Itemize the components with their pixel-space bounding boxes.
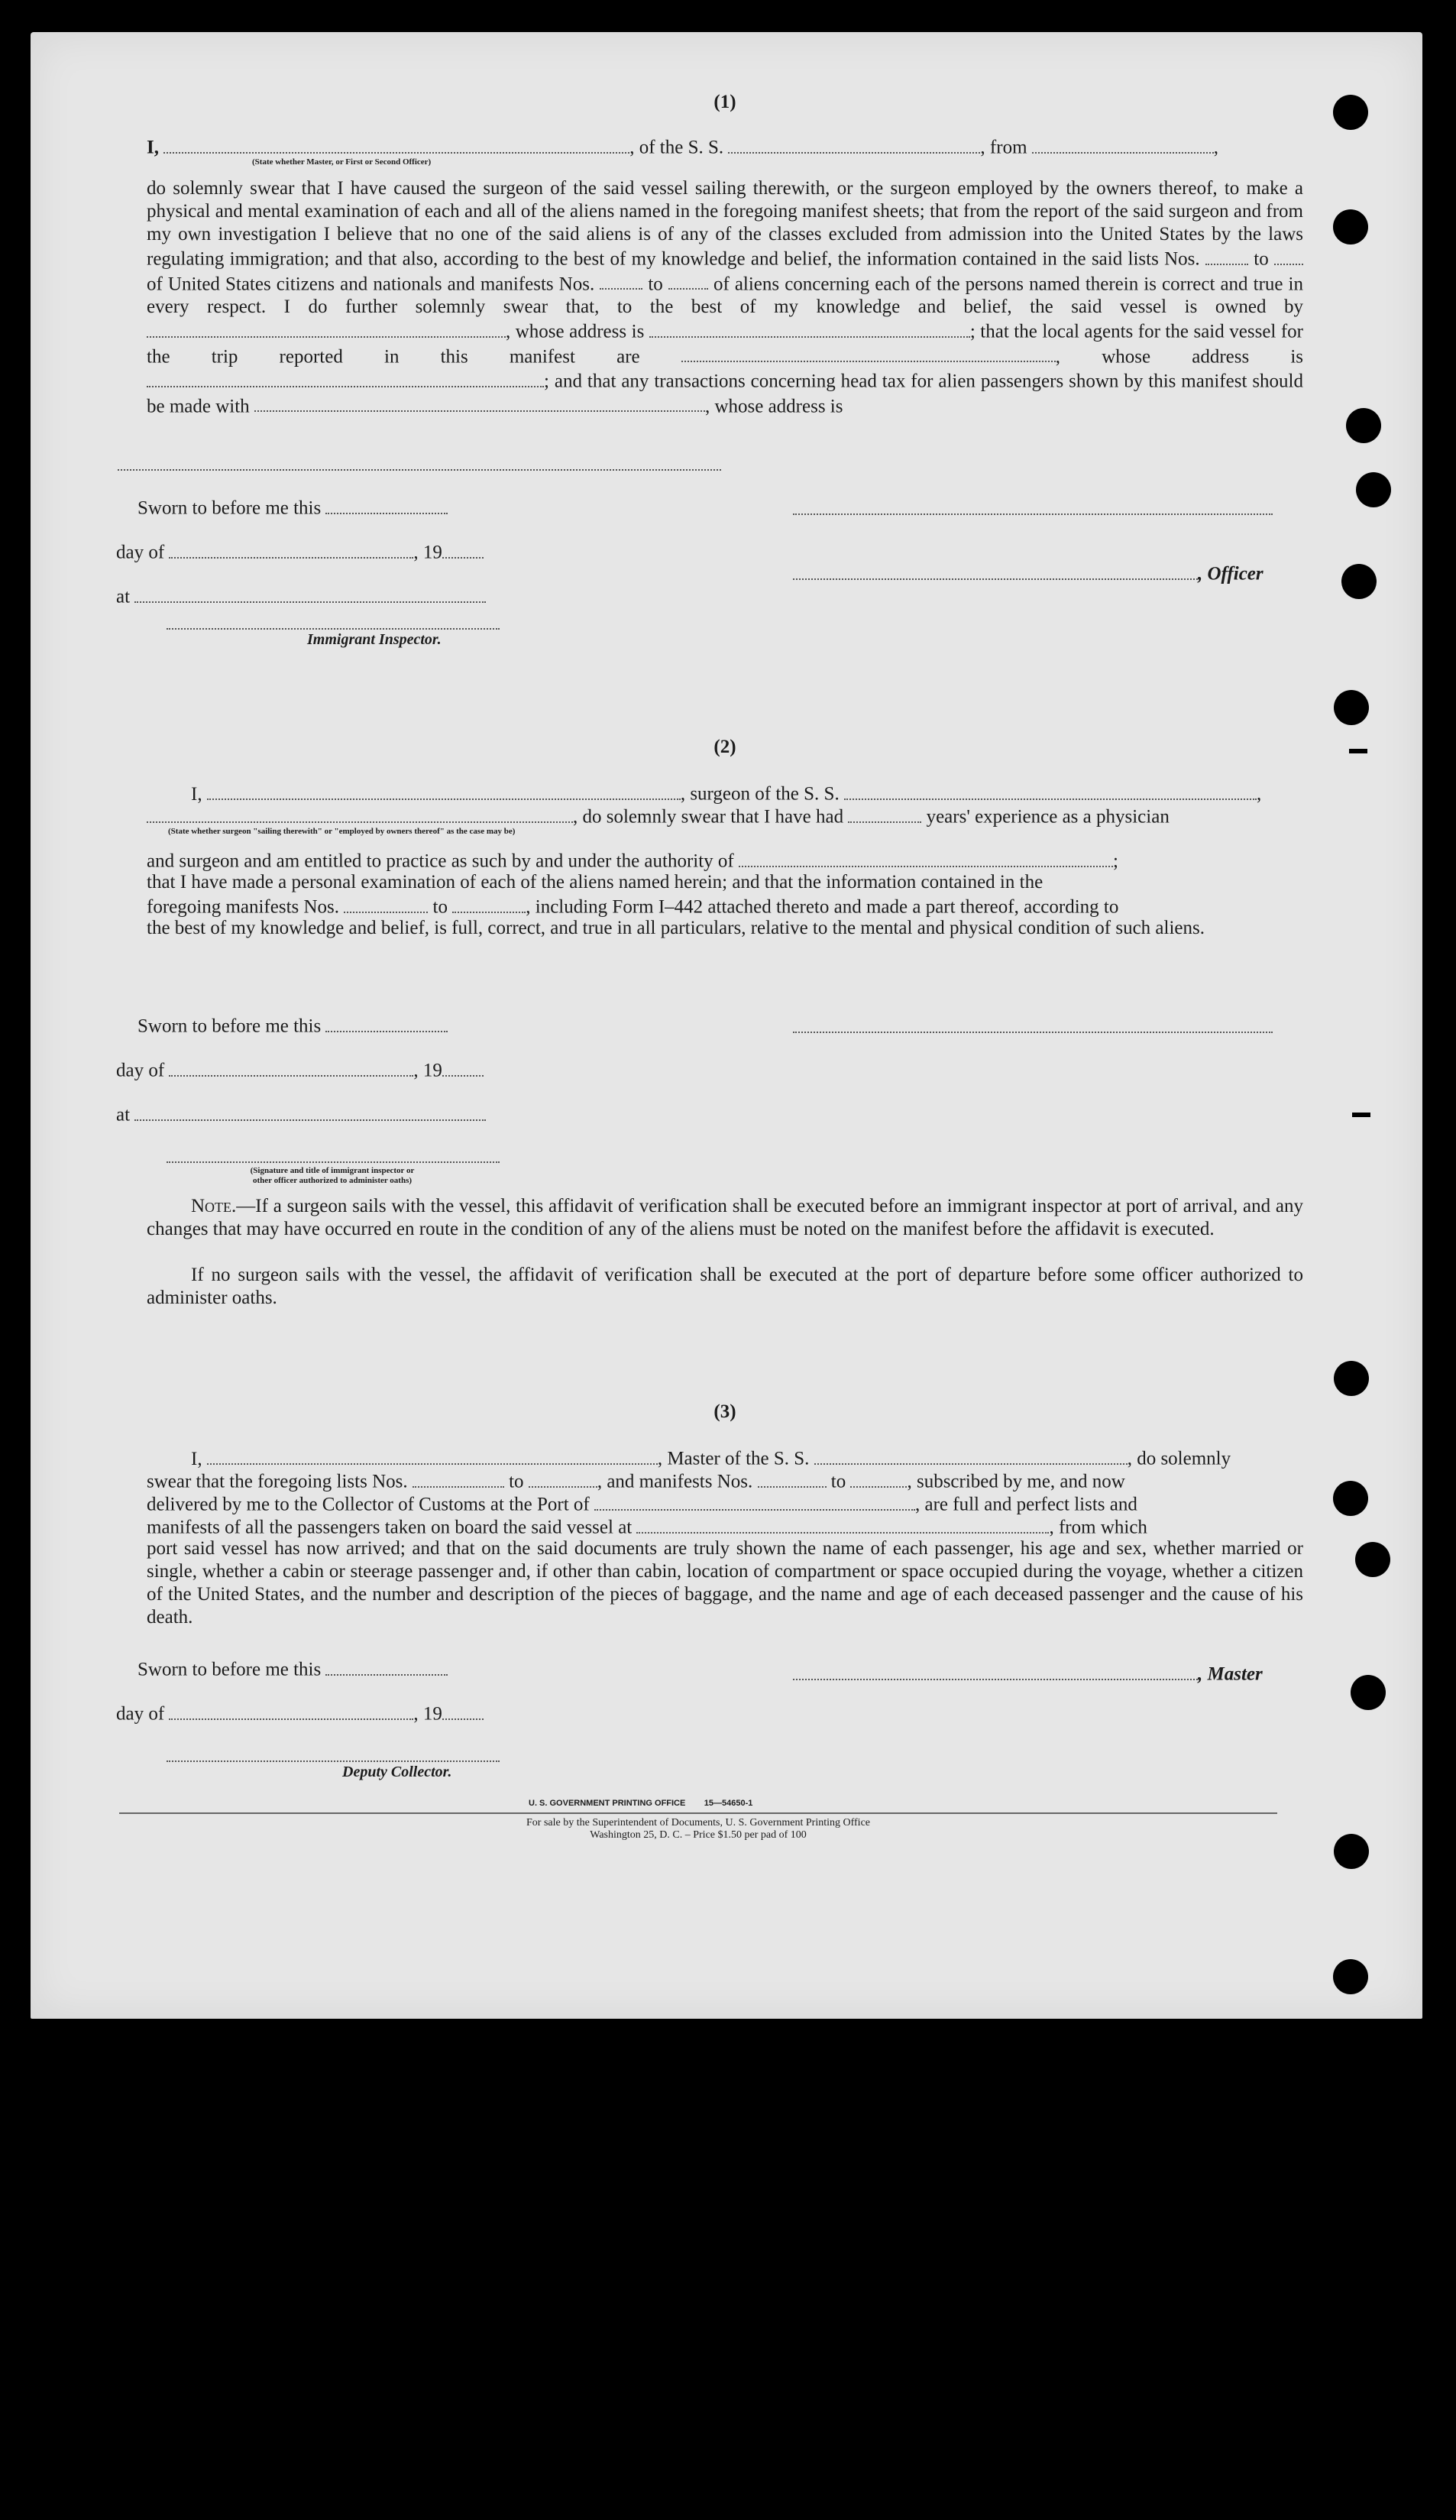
s3-sworn-date-field[interactable]	[325, 1657, 448, 1676]
punch-hole	[1334, 1361, 1369, 1396]
licensing-authority-field[interactable]	[739, 848, 1113, 867]
boarding-port-field[interactable]	[636, 1514, 1049, 1534]
margin-mark	[1349, 749, 1367, 753]
section-3-line-4: manifests of all the passengers taken on board the said vessel at , from which	[147, 1514, 1303, 1540]
punch-hole	[1334, 1834, 1369, 1869]
section-2-number: (2)	[713, 737, 736, 757]
customs-port-field[interactable]	[594, 1492, 915, 1511]
section-1-number: (1)	[713, 92, 736, 112]
s1-sworn-line: Sworn to before me this	[138, 495, 448, 520]
s2-signature-note: (Signature and title of immigrant inspector or other officer authorized to administer oaths)	[250, 1166, 415, 1185]
head-tax-address-field[interactable]	[118, 469, 721, 471]
s3-master-signature-field[interactable]	[793, 1661, 1198, 1680]
s3-manifests-from-field[interactable]	[758, 1469, 827, 1488]
section-3-line-3: delivered by me to the Collector of Customs at the Port of , are full and perfect lists and	[147, 1492, 1303, 1517]
vessel-owner-field[interactable]	[147, 319, 506, 338]
s2-inspector-signature[interactable]	[167, 1161, 500, 1163]
section-2-line-5: foregoing manifests Nos. to , including Form I–442 attached thereto and made a part thereof, according to	[147, 894, 1303, 919]
sale-notice: For sale by the Superintendent of Documents, U. S. Government Printing Office Washington 25, D. C. – Price $1.50 per pad of 100	[526, 1817, 870, 1841]
s1-signature-line[interactable]	[793, 513, 1273, 515]
s3-collector-signature[interactable]	[167, 1760, 500, 1762]
s2-signature-line[interactable]	[793, 1032, 1273, 1033]
s1-sworn-date-field[interactable]	[325, 495, 448, 514]
head-tax-party-field[interactable]	[254, 394, 705, 413]
s3-year-field[interactable]	[442, 1701, 484, 1720]
section-1-line-1: I, , of the S. S. , from ,	[147, 134, 1303, 160]
manifests-from-field[interactable]	[600, 271, 642, 290]
printer-imprint: U. S. GOVERNMENT PRINTING OFFICE 15—54650-1	[529, 1799, 753, 1808]
s3-lists-from-field[interactable]	[413, 1469, 504, 1488]
surgeon-status-note: (State whether surgeon "sailing therewith" or "employed by owners thereof" as the case may be)	[168, 827, 516, 836]
s3-master-line: , Master	[793, 1661, 1263, 1686]
surgeon-status-field[interactable]	[147, 804, 573, 823]
s1-place-field[interactable]	[134, 584, 486, 603]
s1-month-field[interactable]	[169, 539, 413, 559]
owner-address-field[interactable]	[649, 319, 970, 338]
punch-hole	[1333, 95, 1368, 130]
s1-officer-signature-field[interactable]	[793, 561, 1198, 580]
s3-collector-title: Deputy Collector.	[342, 1764, 452, 1780]
footer-divider	[119, 1812, 1277, 1814]
punch-hole	[1346, 408, 1381, 443]
punch-hole	[1341, 564, 1377, 599]
s2-year-field[interactable]	[442, 1058, 484, 1077]
section-1-body: do solemnly swear that I have caused the surgeon of the said vessel sailing therewith, or the surgeon employed by the owners thereof, to make a physical and mental examination of each and all of the aliens named in the foregoing manifest sheets; that from the report of the said surgeon and from my own investigation I believe that no one of the said aliens is of any of the classes excluded from admission into the United States by the laws regulating immigration; and that also, according to the best of my knowledge and belief, the information contained in the said lists Nos. to of United States citizens and nationals and manifests Nos. to of aliens concerning each of the persons named therein is correct and true in every respect. I do further solemnly swear that, to the best of my knowledge and belief, the said vessel is owned by , whose address is ; that the local agents for the said vessel for the trip reported in this manifest are , whose address is ; and that any transactions concerning head tax for alien passengers shown by this manifest should be made with , whose address is	[147, 178, 1304, 416]
s3-sworn-line: Sworn to before me this	[138, 1657, 448, 1682]
section-2-line-1: I, , surgeon of the S. S. ,	[147, 781, 1303, 806]
section-2-line-3: and surgeon and am entitled to practice as such by and under the authority of ;	[147, 848, 1303, 873]
s2-sworn-line: Sworn to before me this	[138, 1013, 448, 1038]
punch-hole	[1333, 1481, 1368, 1516]
master-name-field[interactable]	[207, 1446, 658, 1465]
section-3-body: port said vessel has now arrived; and that on the said documents are truly shown the name of each passenger, his age and sex, whether married or single, whether a cabin or steerage passenger and, if other than cabin, location of compartment or space occupied during the voyage, whether a citizen of the United States, and the number and description of the pieces of baggage, and the name and age of each deceased passenger and the cause of his death.	[147, 1538, 1303, 1628]
s1-day-line: day of , 19	[116, 539, 484, 565]
surgeon-note: Note.—If a surgeon sails with the vessel, this affidavit of verification shall be executed before an immigrant inspector at port of arrival, and any changes that may have occurred en route in the condition of any of the aliens must be noted on the manifest before the affidavit is executed.	[147, 1196, 1303, 1239]
s2-month-field[interactable]	[169, 1058, 413, 1077]
s1-year-field[interactable]	[442, 539, 484, 559]
section-2-line-2: , do solemnly swear that I have had years' experience as a physician	[147, 804, 1303, 829]
punch-hole	[1356, 472, 1391, 507]
years-experience-field[interactable]	[848, 804, 921, 823]
agents-address-field[interactable]	[147, 368, 544, 387]
s3-manifests-to-field[interactable]	[850, 1469, 907, 1488]
s1-inspector-signature[interactable]	[167, 628, 500, 630]
punch-hole	[1334, 690, 1369, 725]
s2-manifests-to-field[interactable]	[452, 894, 526, 913]
s2-manifests-from-field[interactable]	[344, 894, 428, 913]
s2-day-line: day of , 19	[116, 1058, 484, 1083]
departure-port-field[interactable]	[1032, 134, 1214, 154]
s1-officer-line: , Officer	[793, 561, 1263, 586]
s2-at-line: at	[116, 1102, 486, 1127]
s3-month-field[interactable]	[169, 1701, 413, 1720]
s2-vessel-field[interactable]	[844, 781, 1257, 800]
form-page	[31, 32, 1422, 2019]
no-surgeon-note: If no surgeon sails with the vessel, the affidavit of verification shall be executed at the port of departure before some officer authorized to administer oaths.	[147, 1265, 1303, 1308]
section-2-line-4: that I have made a personal examination of each of the aliens named herein; and that the information contained in the	[147, 872, 1043, 892]
s3-lists-to-field[interactable]	[529, 1469, 597, 1488]
officer-rank-field[interactable]	[163, 134, 629, 154]
local-agents-field[interactable]	[681, 344, 1056, 363]
punch-hole	[1333, 209, 1368, 245]
punch-hole	[1333, 1959, 1368, 1994]
section-3-line-1: I, , Master of the S. S. , do solemnly	[147, 1446, 1303, 1471]
s2-place-field[interactable]	[134, 1102, 486, 1121]
surgeon-name-field[interactable]	[207, 781, 681, 800]
s1-inspector-title: Immigrant Inspector.	[307, 631, 442, 648]
section-3-line-2: swear that the foregoing lists Nos. to , and manifests Nos. to , subscribed by me, and now	[147, 1469, 1303, 1494]
vessel-name-field[interactable]	[728, 134, 980, 154]
margin-mark	[1352, 1113, 1370, 1117]
lists-from-field[interactable]	[1205, 246, 1248, 265]
s3-day-line: day of , 19	[116, 1701, 484, 1726]
section-3-number: (3)	[713, 1401, 736, 1422]
punch-hole	[1355, 1542, 1390, 1577]
s2-sworn-date-field[interactable]	[325, 1013, 448, 1032]
section-2-line-6: the best of my knowledge and belief, is full, correct, and true in all particulars, relative to the mental and physical condition of such aliens.	[147, 918, 1205, 938]
s3-vessel-field[interactable]	[814, 1446, 1128, 1465]
punch-hole	[1351, 1675, 1386, 1710]
manifests-to-field[interactable]	[668, 271, 708, 290]
lists-to-field[interactable]	[1274, 246, 1303, 265]
officer-rank-note: (State whether Master, or First or Second Officer)	[252, 157, 432, 167]
s1-at-line: at	[116, 584, 486, 609]
